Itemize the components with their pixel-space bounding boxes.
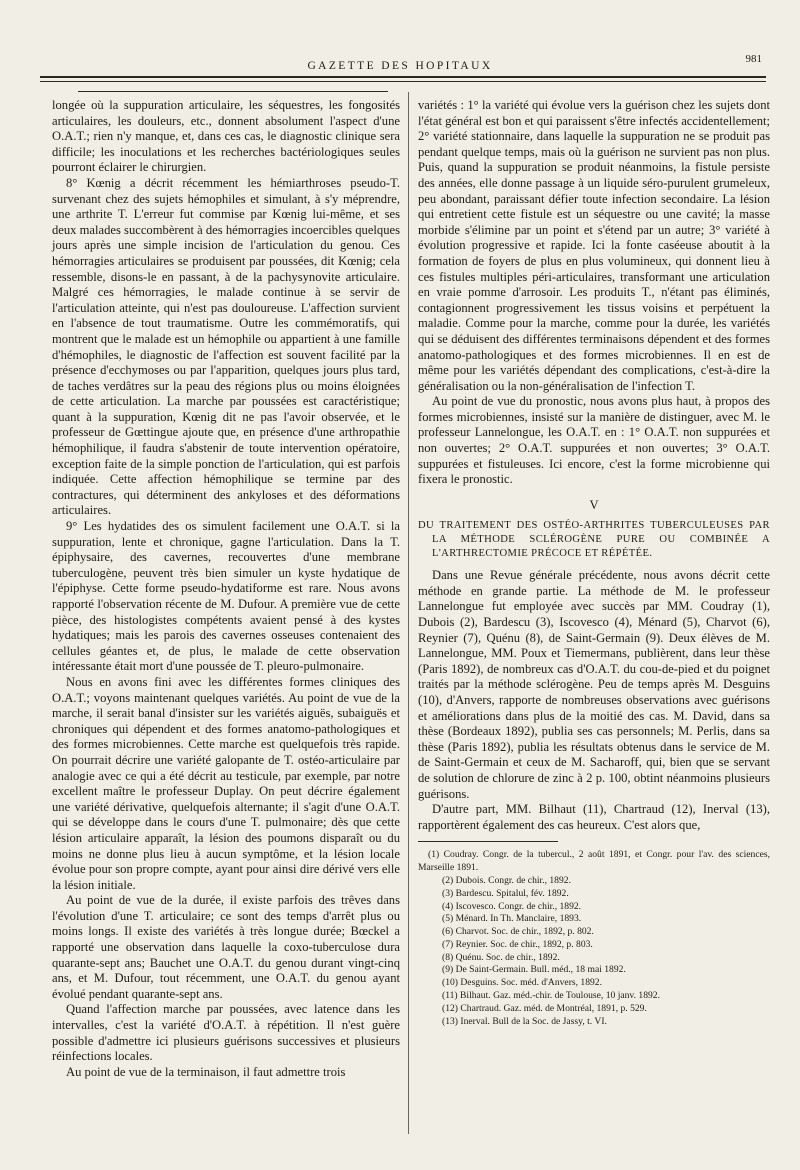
page-number: 981 [745, 53, 762, 65]
header-rule-thin [40, 81, 766, 82]
paragraph: Quand l'affection marche par poussées, avec latence dans les intervalles, c'est la variété d'O.A.T. à répétition. Il n'est guère possible d'admettre ici plusieurs guérisons successives et plusieurs réinfections locales. [52, 1002, 400, 1064]
paragraph: variétés : 1° la variété qui évolue vers la guérison chez les sujets dont l'état général est bon et qui paraissent s'être infectés accidentellement; 2° variété stationnaire, dans laquelle la suppuration ne se produit pas pendant quelque temps, mais où la guérison ne survient pas non plus. Puis, quand la suppuration se produit néanmoins, la fistule persiste des années, elle donne passage à un liquide séro-purulent grumeleux, peu abondant, paraissant défier toute infection secondaire. La lésion qui entretient cette fistule est un séquestre ou une cavité; la masse morbide s'élimine par un point et s'étend par un autre; 3° variété à évolution progressive et rapide. Ici la fonte caséeuse aboutit à la formation de foyers de plus en plus volumineux, qui donnent lieu à ces fistules multiples péri-articulaires, transformant une articulation en vraie pomme d'arrosoir. Les produits T., n'étant pas éliminés, contagionnent progressivement les tissus voisins et perpétuent la maladie. Comme pour la marche, comme pour la durée, les variétés qui se déduisent des différentes terminaisons dépendent et des formes anatomo-pathologiques et des formes microbiennes. Il en est de même pour les variétés dépendant des complications, c'est-à-dire la généralisation ou la non-généralisation de l'infection T. [418, 98, 770, 393]
column-divider [408, 92, 409, 1134]
right-column [418, 98, 770, 1028]
paragraph: Au point de vue de la terminaison, il faut admettre trois [66, 1064, 346, 1079]
footnote: (11) Bilhaut. Gaz. méd.-chir. de Toulouse, 10 janv. 1892. [442, 990, 660, 1002]
footnote: (4) Iscovesco. Congr. de chir., 1892. [442, 900, 582, 912]
footnote: (8) Quénu. Soc. de chir., 1892. [442, 951, 560, 963]
paragraph: 9° Les hydatides des os simulent facilement une O.A.T. si la suppuration, lente et chronique, gagne l'articulation. Dans la T. épiphysaire, des cavernes, recouvertes d'une membrane tuberculogène, peuvent très bien simuler un kyste hydatique de l'épiphyse. Cette forme pseudo-hydatiforme est rare. Nous avons rapporté l'observation récente de M. Dufour. A première vue de cette pièce, des histologistes compétents avaient pensé à des kystes hydatiques; mais les parois des cavernes osseuses contenaient des cellules géantes et, de plus, le malade de cette observation intéressante était mort d'une poussée de T. pleuro-pulmonaire. [52, 519, 400, 674]
paragraph: D'autre part, MM. Bilhaut (11), Chartraud (12), Inerval (13), rapportèrent également des cas heureux. C'est alors que, [418, 802, 770, 832]
running-header-title: GAZETTE DES HOPITAUX [307, 60, 493, 72]
footnote: (7) Reynier. Soc. de chir., 1892, p. 803. [442, 938, 593, 950]
paragraph: Nous en avons fini avec les différentes formes cliniques des O.A.T.; voyons maintenant quelques variétés. Au point de vue de la marche, il serait banal d'insister sur les variétés aiguës, subaiguës et chroniques qui dépendent et des formes anatomo-pathologiques et des formes microbiennes. Cette marche est quelquefois très rapide. On pourrait décrire une variété galopante de T. ostéo-articulaire par analogie avec ce qui a été décrit au testicule, par exemple, par notre excellent maître le professeur Duplay. On peut décrire également une variété dérivative, quelquefois alternante; il s'agit d'une O.A.T. qui se développe dans le cours d'une T. pulmonaire; dès que cette lésion articulaire apparaît, la lésion des poumons disparaît ou du moins ne donne plus lieu à aucun symptôme, et la lésion locale évolue pour son propre compte, ayant pour ainsi dire dérivé vers elle la lésion initiale. [52, 674, 400, 892]
left-column [52, 98, 400, 1080]
footnote: (1) Coudray. Congr. de la tubercul., 2 août 1891, et Congr. pour l'av. des sciences, Marseille 1891. [418, 849, 770, 874]
paragraph: Au point de vue de la durée, il existe parfois des trêves dans l'évolution d'une T. articulaire; ce sont des temps d'arrêt plus ou moins longs. Il existe des variétés à très longue durée; Bœckel a rapporté une observation dans laquelle la coxo-tuberculose dura quarante-sept ans; Bauchet une O.A.T. du genou durant vingt-cinq ans, et M. Dufour, tout récemment, une O.A.T. du genou ayant évolué pendant quarante-sept ans. [52, 893, 400, 1001]
section-number: V [589, 497, 599, 512]
section-heading: DU TRAITEMENT DES OSTÉO-ARTHRITES TUBERCULEUSES PAR LA MÉTHODE SCLÉROGÈNE PURE OU COMBINÉE A L'ARTHRECTOMIE PRÉCOCE ET RÉPÉTÉE. [418, 520, 770, 559]
footnote-rule [418, 841, 558, 842]
footnote: (9) De Saint-Germain. Bull. méd., 18 mai 1892. [442, 964, 626, 976]
footnote: (13) Inerval. Bull de la Soc. de Jassy, t. VI. [442, 1015, 607, 1027]
footnotes [418, 849, 770, 1028]
footnote: (6) Charvot. Soc. de chir., 1892, p. 802. [442, 926, 594, 938]
footnote: (5) Ménard. In Th. Manclaire, 1893. [442, 913, 582, 925]
footnote: (2) Dubois. Congr. de chir., 1892. [442, 874, 571, 886]
paragraph: 8° Kœnig a décrit récemment les hémiarthroses pseudo-T. survenant chez des sujets hémophiles et simulant, à s'y méprendre, une arthrite T. L'erreur fut commise par Kœnig lui-même, et ses deux malades succombèrent à des hémorragies incoercibles quelques jours après une simple incision de l'articulation du genou. Ces hémorragies articulaires se produisent par poussées, dit Kœnig; cela ressemble, disons-le en passant, à de la pachysynovite articulaire. Malgré ces hémorragies, le malade continue à se servir de l'articulation atteinte, qui n'est pas douloureuse. L'affection survient en l'absence de tout traumatisme. Outre les commémoratifs, qui montrent que le malade est un hémophile ou appartient à une famille d'hémophiles, le diagnostic de l'affection est souvent facilité par la présence d'ecchymoses ou par l'apparition, quelques jours plus tard, de taches verdâtres sur la peau des régions plus ou moins éloignées de cette articulation. La marche par poussées est caractéristique; quant à la suppuration, Kœnig dit ne pas l'avoir observée, et le professeur de Gœttingue ajoute que, en présence d'une arthropathie hémophilique, il faudra s'abstenir de toute intervention opératoire, exception faite de la simple ponction de l'articulation, qui est parfois indiquée. Cette affection hémophilique se termine par des contractures, qui déterminent des ankyloses et des déformations articulaires. [52, 175, 400, 518]
paragraph: longée où la suppuration articulaire, les séquestres, les fongosités articulaires, les douleurs, etc., donnent absolument l'aspect d'une O.A.T.; rien n'y manque, et, dans ces cas, le diagnostic clinique sera difficile; les inoculations et les recherches bactériologiques seules pourront éclairer le chirurgien. [52, 98, 400, 175]
paragraph: Dans une Revue générale précédente, nous avons décrit cette méthode en grande partie. La méthode de M. le professeur Lannelongue fut employée avec succès par MM. Coudray (1), Dubois (2), Bardescu (3), Iscovesco (4), Ménard (5), Charvot (6), Reynier (7), Quénu (8), de Saint-Germain (9). Deux élèves de M. Lannelongue, MM. Poux et Tiemermans, publièrent, dans leur thèse (Paris 1892), de nombreux cas d'O.A.T. du cou-de-pied et du poignet traités par la méthode sclérogène. Peu de temps après M. Desguins (10), d'Anvers, rapporte de nombreuses observations avec guérisons et améliorations dans plus de la moitié des cas. M. David, dans sa thèse (Bordeaux 1892), publia ses cas personnels; M. Perlis, dans sa thèse (Paris 1892), publia les résultats obtenus dans le service de M. de Saint-Germain et ceux de M. Sacharoff, qui, bien que se servant de solution de chlorure de zinc à 2 p. 100, obtint néanmoins plusieurs guérisons. [418, 568, 770, 801]
header-rule-thick [40, 76, 766, 78]
footnote: (10) Desguins. Soc. méd. d'Anvers, 1892. [442, 977, 603, 989]
footnote: (12) Chartraud. Gaz. méd. de Montréal, 1891, p. 529. [442, 1002, 647, 1014]
footnote: (3) Bardescu. Spitalul, fév. 1892. [442, 887, 569, 899]
paragraph: Au point de vue du pronostic, nous avons plus haut, à propos des formes microbiennes, insisté sur la manière de distinguer, avec M. le professeur Lannelongue, les O.A.T. en : 1° O.A.T. non suppurées et non ouvertes; 2° O.A.T. suppurées et non ouvertes; 3° O.A.T. suppurées et fistuleuses. Ici encore, c'est la forme microbienne qui fixera le pronostic. [418, 394, 770, 487]
column-top-rule [78, 91, 388, 92]
